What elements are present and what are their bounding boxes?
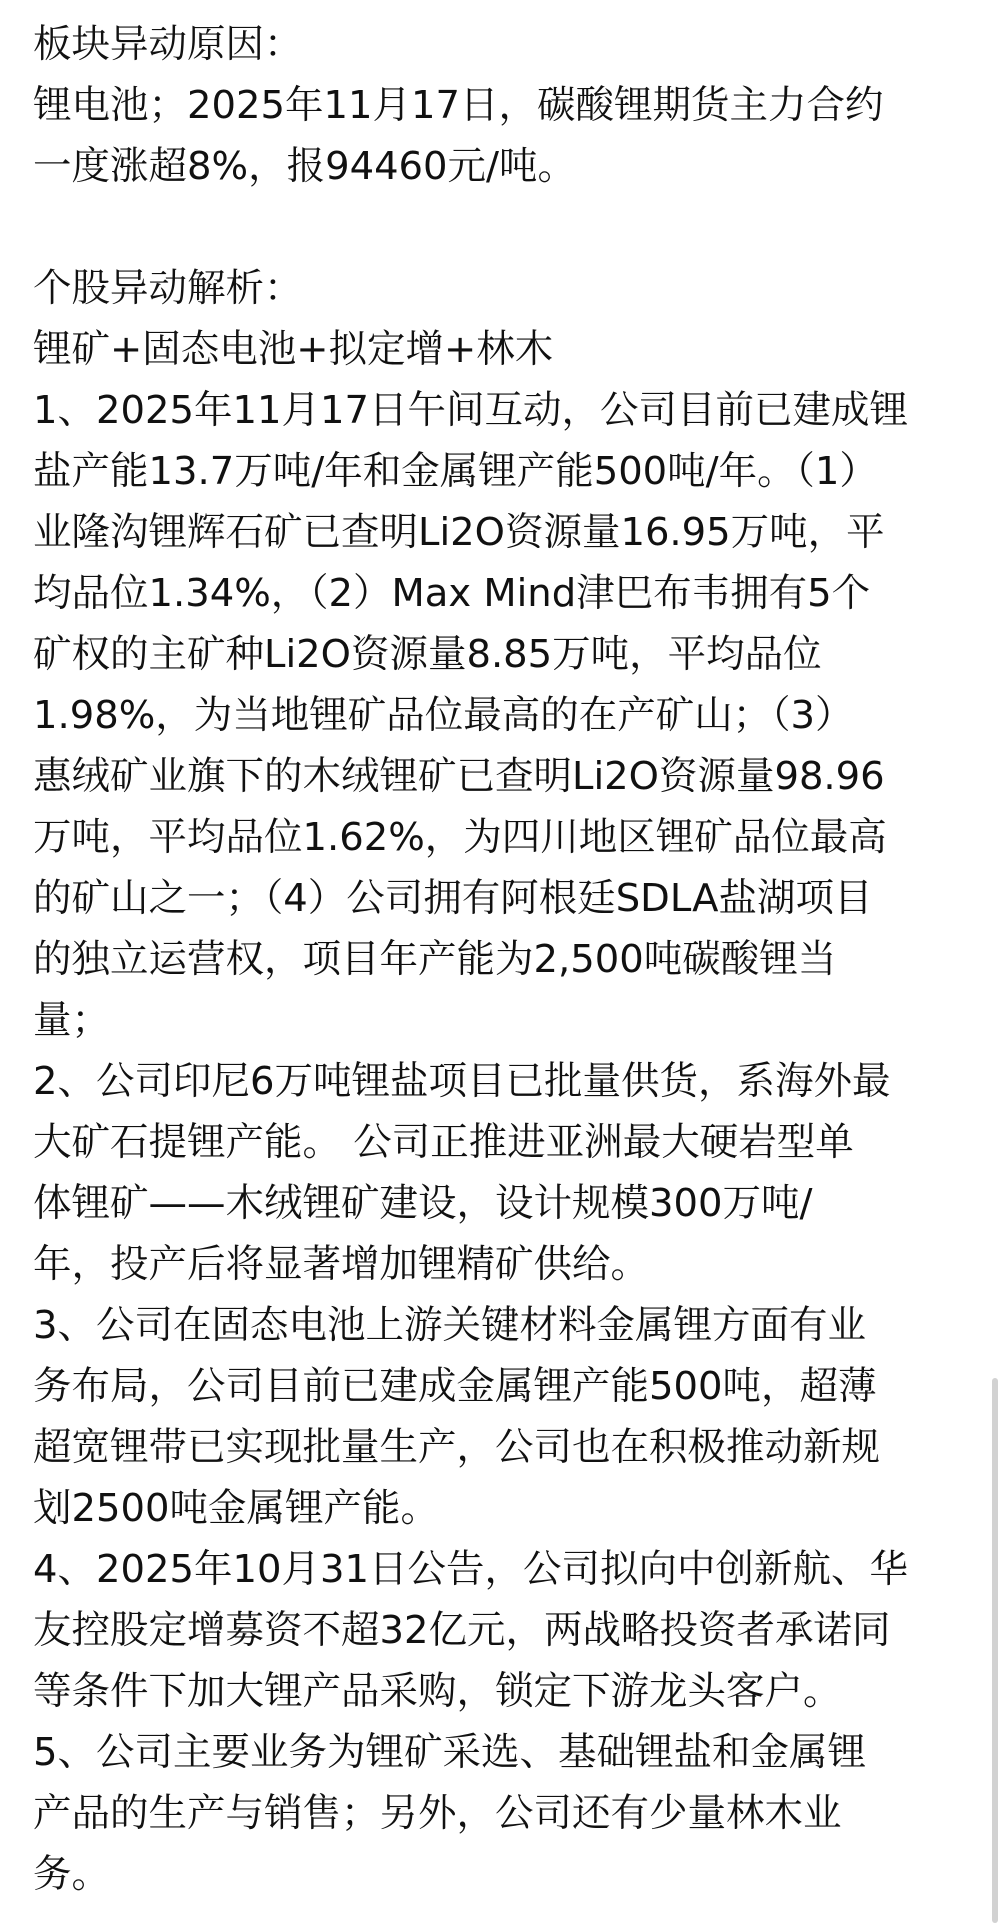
text-line: 均品位1.34%，（2）Max Mind津巴布韦拥有5个	[33, 571, 871, 616]
text-line: 矿权的主矿种Li2O资源量8.85万吨，平均品位	[33, 632, 822, 677]
text-line: 的独立运营权，项目年产能为2,500吨碳酸锂当	[33, 937, 837, 982]
text-line: 务。	[33, 1852, 111, 1897]
text-line: 万吨，平均品位1.62%，为四川地区锂矿品位最高	[33, 815, 887, 860]
text-line: 1、2025年11月17日午间互动，公司目前已建成锂	[33, 388, 908, 433]
text-line: 1.98%，为当地锂矿品位最高的在产矿山；（3）	[33, 693, 854, 738]
text-line: 大矿石提锂产能。 公司正推进亚洲最大硬岩型单	[33, 1120, 854, 1165]
text-line: 4、2025年10月31日公告，公司拟向中创新航、华	[33, 1547, 908, 1592]
text-line: 5、公司主要业务为锂矿采选、基础锂盐和金属锂	[33, 1730, 866, 1775]
article-body	[33, 14, 981, 1905]
text-line: 的矿山之一；（4）公司拥有阿根廷SDLA盐湖项目	[33, 876, 873, 921]
text-line: 划2500吨金属锂产能。	[33, 1486, 439, 1531]
text-line: 2、公司印尼6万吨锂盐项目已批量供货，系海外最	[33, 1059, 891, 1104]
text-line: 量；	[33, 998, 111, 1043]
text-line: 年，投产后将显著增加锂精矿供给。	[33, 1242, 650, 1287]
sector-heading: 板块异动原因：	[33, 22, 303, 67]
text-line: 友控股定增募资不超32亿元，两战略投资者承诺同	[33, 1608, 891, 1653]
text-line: 超宽锂带已实现批量生产，公司也在积极推动新规	[33, 1425, 881, 1470]
text-line: 体锂矿——木绒锂矿建设，设计规模300万吨/	[33, 1181, 813, 1226]
sector-line: 锂电池；2025年11月17日，碳酸锂期货主力合约	[33, 83, 884, 128]
paragraph-spacer	[33, 197, 981, 258]
text-line: 务布局，公司目前已建成金属锂产能500吨，超薄	[33, 1364, 877, 1409]
stock-heading: 个股异动解析：	[33, 266, 303, 311]
text-line: 等条件下加大锂产品采购，锁定下游龙头客户。	[33, 1669, 842, 1714]
text-line: 盐产能13.7万吨/年和金属锂产能500吨/年。（1）	[33, 449, 878, 494]
text-line: 产品的生产与销售；另外，公司还有少量林木业	[33, 1791, 842, 1836]
text-line: 惠绒矿业旗下的木绒锂矿已查明Li2O资源量98.96	[33, 754, 885, 799]
text-line: 3、公司在固态电池上游关键材料金属锂方面有业	[33, 1303, 866, 1348]
sector-line: 一度涨超8%，报94460元/吨。	[33, 144, 577, 189]
scrollbar[interactable]	[992, 1378, 998, 1923]
text-line: 业隆沟锂辉石矿已查明Li2O资源量16.95万吨，平	[33, 510, 885, 555]
tags-line: 锂矿+固态电池+拟定增+林木	[33, 327, 554, 372]
